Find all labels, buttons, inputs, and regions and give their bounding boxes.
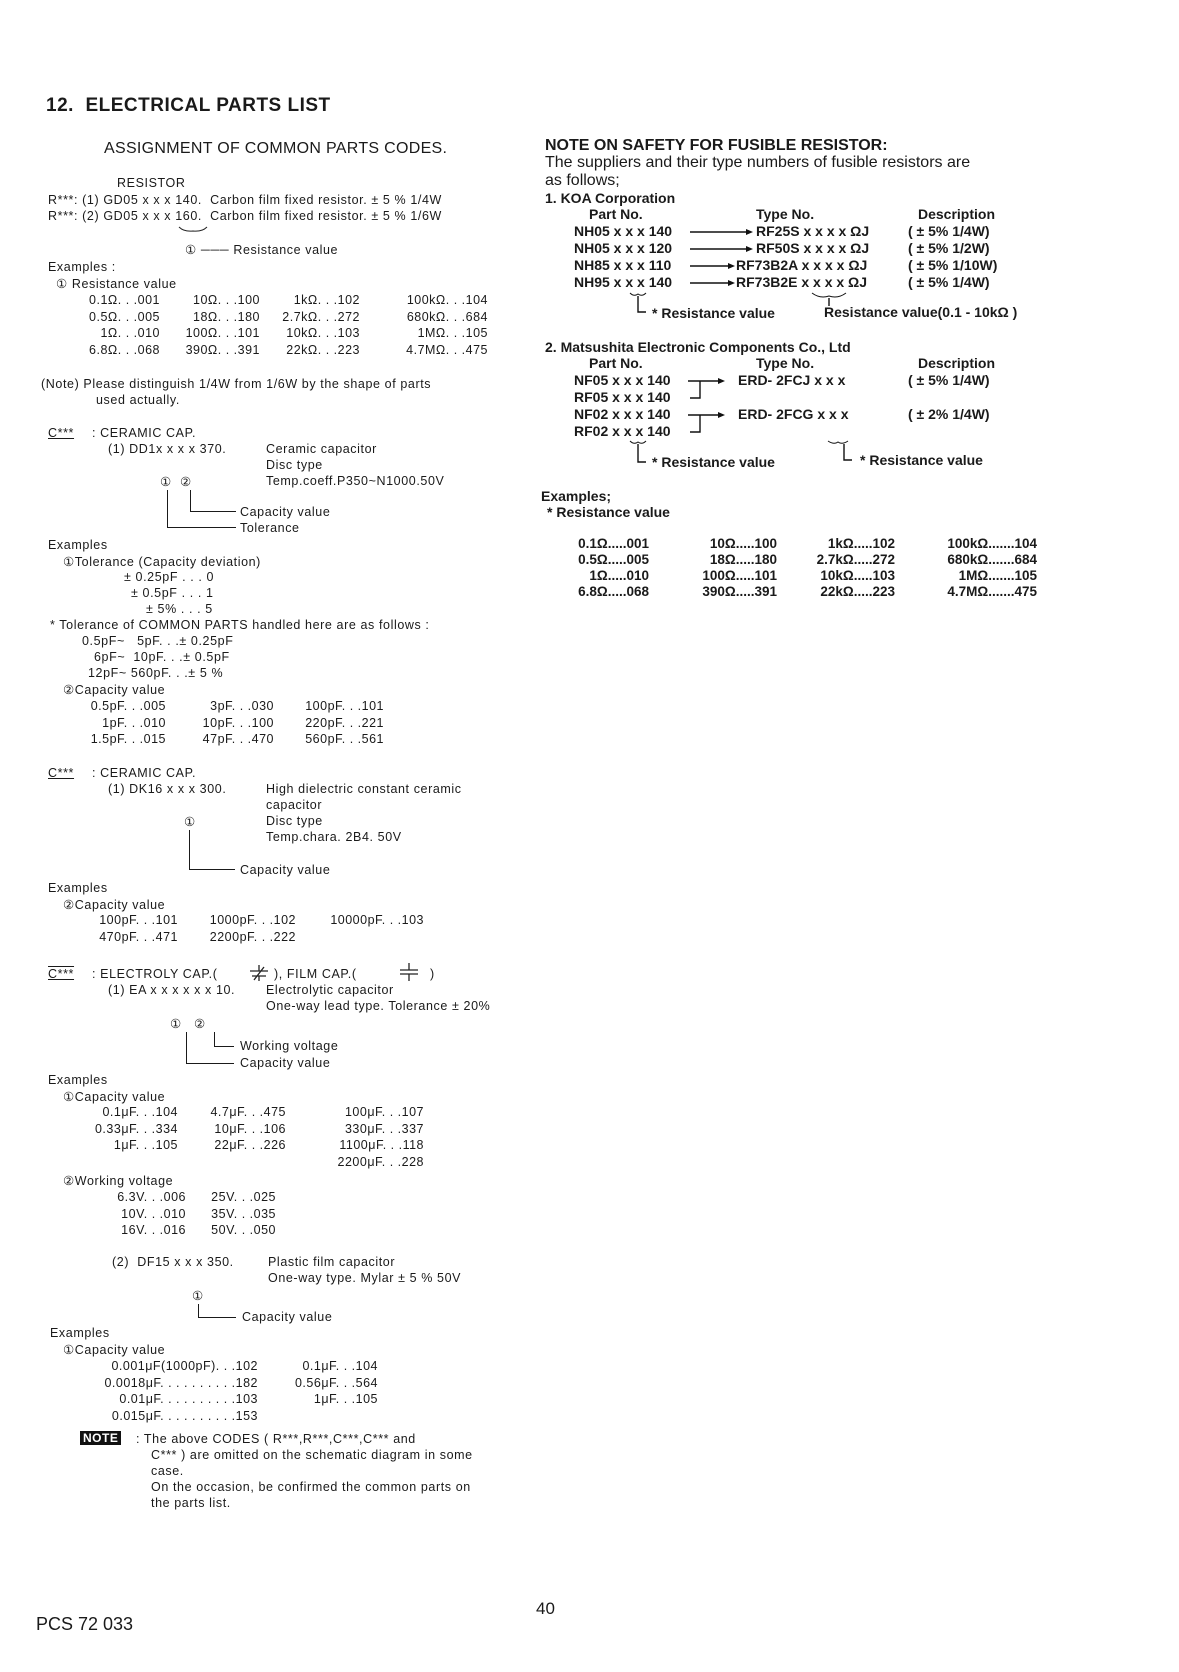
table-row: 0.015μF. . . . . . . . . .153	[111, 1408, 258, 1423]
electrolytic-cap-value: Capacity value	[240, 1056, 331, 1070]
mat-type-1: ERD- 2FCJ x x x	[738, 372, 846, 388]
table-row: 0.1Ω. . .001 10Ω. . .100 1kΩ. . .102 100kΩ. . .104	[89, 293, 488, 307]
ceramic1-desc-1: Ceramic capacitor	[266, 442, 377, 456]
film-desc-1: Plastic film capacitor	[268, 1255, 396, 1269]
film-capacitor-icon	[398, 962, 420, 982]
table-row: 1μF. . .105 22μF. . .226 1100μF. . .118	[113, 1138, 424, 1152]
safety-intro-1: The suppliers and their type numbers of fusible resistors are	[545, 154, 971, 171]
koa-title: 1. KOA Corporation	[545, 190, 676, 206]
electrolytic-mid: ), FILM CAP.(	[274, 967, 357, 981]
resistor-note-2: used actually.	[96, 393, 180, 407]
table-row: 0.5Ω.....005 18Ω.....180 2.7kΩ.....272 680kΩ.......684	[578, 552, 1037, 567]
ceramic2-desc-1: High dielectric constant ceramic	[266, 782, 462, 796]
ceramic1-code: C***	[48, 426, 75, 440]
ceramic1-title: : CERAMIC CAP.	[92, 426, 197, 440]
koa-part: NH05 x x x 140	[574, 223, 673, 239]
koa-res-1: * Resistance value	[652, 305, 775, 321]
mat-part: NF05 x x x 140	[574, 372, 671, 388]
ceramic2-cap-label: ②Capacity value	[63, 898, 166, 912]
mat-part: RF02 x x x 140	[574, 423, 671, 439]
ceramic2-desc-3: Temp.chara. 2B4. 50V	[266, 830, 402, 844]
table-row: 0.5Ω. . .005 18Ω. . .180 2.7kΩ. . .272 680kΩ. . .684	[89, 309, 488, 324]
ceramic1-common-row: 6pF~ 10pF. . .± 0.5pF	[94, 650, 230, 664]
table-row: 10V. . .010 35V. . .035	[121, 1206, 276, 1221]
table-row: 0.1Ω.....001 10Ω.....100 1kΩ.....102 100kΩ.......104	[578, 536, 1037, 551]
table-row: 0.5pF. . .005 3pF. . .030 100pF. . .101	[90, 699, 384, 713]
resistor-heading: RESISTOR	[117, 176, 186, 190]
koa-part: NH95 x x x 140	[574, 274, 673, 290]
film-item: (2) DF15 x x x 350.	[112, 1255, 234, 1269]
note-line-5: the parts list.	[151, 1496, 231, 1510]
mat-arrows	[686, 372, 736, 440]
ceramic2-cap-value: Capacity value	[240, 863, 331, 877]
electrolytic-desc-2: One-way lead type. Tolerance ± 20%	[266, 999, 491, 1013]
mat-desc-1: ( ± 5% 1/4W)	[908, 372, 990, 388]
table-row: 2200μF. . .228	[337, 1154, 424, 1169]
table-row: 6.8Ω.....068 390Ω.....391 22kΩ.....223 4.7MΩ.......475	[578, 584, 1037, 599]
note-line-2: C*** ) are omitted on the schematic diagram in some	[151, 1448, 473, 1462]
koa-desc: ( ± 5% 1/4W)	[908, 274, 990, 290]
electrolytic-volt-table	[104, 1189, 284, 1239]
koa-col-part: Part No.	[589, 206, 643, 222]
table-row: 0.01μF. . . . . . . . . .103 1μF. . .105	[119, 1392, 378, 1406]
ceramic1-examples-label: Examples	[48, 538, 108, 552]
page-number: 40	[536, 1599, 555, 1618]
table-row: 0.001μF(1000pF). . .102 0.1μF. . .104	[111, 1359, 378, 1373]
koa-desc: ( ± 5% 1/4W)	[908, 223, 990, 239]
film-values-table	[78, 1358, 386, 1424]
assignment-title: ASSIGNMENT OF COMMON PARTS CODES.	[104, 140, 448, 157]
electrolytic-examples-label: Examples	[48, 1073, 108, 1087]
safety-intro-2: as follows;	[545, 172, 620, 189]
table-row: 0.33μF. . .334 10μF. . .106 330μF. . .337	[94, 1121, 424, 1136]
section-title: 12. ELECTRICAL PARTS LIST	[46, 95, 331, 116]
note-line-1: : The above CODES ( R***,R***,C***,C*** and	[136, 1432, 416, 1446]
mat-part: NF02 x x x 140	[574, 406, 671, 422]
resistor-legend: ① ─── Resistance value	[185, 243, 339, 257]
ceramic2-code: C***	[48, 766, 75, 780]
safety-examples-sub: * Resistance value	[547, 504, 670, 520]
ceramic1-tol-label: ①Tolerance (Capacity deviation)	[63, 555, 261, 569]
electrolytic-desc-1: Electrolytic capacitor	[266, 983, 394, 997]
ceramic2-examples-label: Examples	[48, 881, 108, 895]
electrolytic-circles: ① ②	[170, 1017, 206, 1031]
ceramic1-item: (1) DD1x x x x 370.	[108, 442, 227, 456]
mat-res-1: * Resistance value	[652, 454, 775, 470]
safety-examples-label: Examples;	[541, 488, 612, 504]
koa-type: RF73B2E x x x x ΩJ	[736, 274, 868, 290]
ceramic1-tol-row: ± 0.5pF . . . 1	[131, 586, 214, 600]
ceramic2-desc-1b: capacitor	[266, 798, 323, 812]
film-desc-2: One-way type. Mylar ± 5 % 50V	[268, 1271, 462, 1285]
mat-type-2: ERD- 2FCG x x x	[738, 406, 849, 422]
ceramic1-tolerance: Tolerance	[240, 521, 300, 535]
electrolytic-values-table	[80, 1104, 432, 1170]
doc-code: PCS 72 033	[36, 1614, 134, 1634]
electrolytic-item: (1) EA x x x x x x 10.	[108, 983, 236, 997]
film-cap-value: Capacity value	[242, 1310, 333, 1324]
table-row: 100pF. . .101 1000pF. . .102 10000pF. . .103	[99, 913, 424, 927]
safety-title: NOTE ON SAFETY FOR FUSIBLE RESISTOR:	[545, 137, 888, 154]
ceramic1-circles: ① ②	[160, 475, 192, 489]
electrolytic-working: Working voltage	[240, 1039, 339, 1053]
ceramic1-desc-2: Disc type	[266, 458, 323, 472]
note-badge: NOTE	[80, 1431, 121, 1445]
resistor-note-1: (Note) Please distinguish 1/4W from 1/6W by the shape of parts	[41, 377, 432, 391]
ceramic1-cap-value: Capacity value	[240, 505, 331, 519]
koa-type: RF25S x x x x ΩJ	[756, 223, 870, 239]
koa-res-2: Resistance value(0.1 - 10kΩ )	[824, 304, 1018, 320]
brace-icon	[178, 226, 208, 234]
koa-type: RF73B2A x x x x ΩJ	[736, 257, 868, 273]
ceramic1-common-row: 0.5pF~ 5pF. . .± 0.25pF	[82, 634, 234, 648]
mat-part: RF05 x x x 140	[574, 389, 671, 405]
electrolytic-code: C***	[48, 967, 75, 981]
ceramic2-item: (1) DK16 x x x 300.	[108, 782, 227, 796]
resistor-line-1: R***: (1) GD05 x x x 140. Carbon film fixed resistor. ± 5 % 1/4W	[48, 193, 442, 207]
table-row: 470pF. . .471 2200pF. . .222	[99, 929, 296, 944]
electrolytic-capacitor-icon	[248, 964, 270, 982]
electrolytic-volt-label: ②Working voltage	[63, 1174, 174, 1188]
ceramic1-values-table	[82, 698, 392, 748]
ceramic2-values-table	[88, 912, 432, 945]
table-row: 0.0018μF. . . . . . . . . .182 0.56μF. . .564	[104, 1375, 378, 1390]
electrolytic-cap-label: ①Capacity value	[63, 1090, 166, 1104]
mat-desc-2: ( ± 2% 1/4W)	[908, 406, 990, 422]
safety-values-table	[557, 536, 1037, 600]
ceramic2-desc-2: Disc type	[266, 814, 323, 828]
electrolytic-title: : ELECTROLY CAP.(	[92, 967, 218, 981]
koa-desc: ( ± 5% 1/10W)	[908, 257, 998, 273]
ceramic2-title: : CERAMIC CAP.	[92, 766, 197, 780]
mat-col-type: Type No.	[756, 355, 815, 371]
table-row: 1pF. . .010 10pF. . .100 220pF. . .221	[102, 715, 384, 730]
ceramic2-circle: ①	[184, 815, 196, 829]
koa-col-type: Type No.	[756, 206, 815, 222]
ceramic1-desc-3: Temp.coeff.P350~N1000.50V	[266, 474, 445, 488]
table-row: 1Ω.....010 100Ω.....101 10kΩ.....103 1MΩ.......105	[589, 568, 1037, 583]
ceramic1-tol-row: ± 0.25pF . . . 0	[124, 570, 215, 584]
mat-col-desc: Description	[918, 355, 996, 371]
film-examples-label: Examples	[50, 1326, 110, 1340]
electrolytic-end: )	[430, 967, 435, 981]
koa-type: RF50S x x x x ΩJ	[756, 240, 870, 256]
table-row: 1Ω. . .010 100Ω. . .101 10kΩ. . .103 1MΩ. . .105	[100, 326, 488, 340]
ceramic1-cap-label: ②Capacity value	[63, 683, 166, 697]
resistor-values-table	[80, 292, 496, 358]
table-row: 0.1μF. . .104 4.7μF. . .475 100μF. . .107	[102, 1105, 424, 1119]
note-line-3: case.	[151, 1464, 184, 1478]
resistor-examples-sub: ① Resistance value	[56, 277, 177, 291]
ceramic1-tol-row: ± 5% . . . 5	[146, 602, 213, 616]
note-line-4: On the occasion, be confirmed the common parts on	[151, 1480, 471, 1494]
table-row: 16V. . .016 50V. . .050	[121, 1223, 276, 1237]
koa-part: NH85 x x x 110	[574, 257, 672, 273]
ceramic1-common-row: 12pF~ 560pF. . .± 5 %	[88, 666, 224, 680]
mat-col-part: Part No.	[589, 355, 643, 371]
resistor-examples-label: Examples :	[48, 260, 116, 274]
table-row: 6.3V. . .006 25V. . .025	[117, 1190, 276, 1204]
mat-res-2: * Resistance value	[860, 452, 983, 468]
table-row: 6.8Ω. . .068 390Ω. . .391 22kΩ. . .223 4.7MΩ. . .475	[89, 342, 488, 357]
resistor-line-2: R***: (2) GD05 x x x 160. Carbon film fixed resistor. ± 5 % 1/6W	[48, 209, 442, 223]
table-row: 1.5pF. . .015 47pF. . .470 560pF. . .561	[90, 732, 384, 746]
film-circle: ①	[192, 1289, 204, 1303]
mat-title: 2. Matsushita Electronic Components Co., Ltd	[545, 339, 851, 355]
film-cap-label: ①Capacity value	[63, 1343, 166, 1357]
koa-col-desc: Description	[918, 206, 996, 222]
koa-part: NH05 x x x 120	[574, 240, 673, 256]
koa-desc: ( ± 5% 1/2W)	[908, 240, 990, 256]
ceramic1-common-note: * Tolerance of COMMON PARTS handled here are as follows :	[50, 618, 430, 632]
